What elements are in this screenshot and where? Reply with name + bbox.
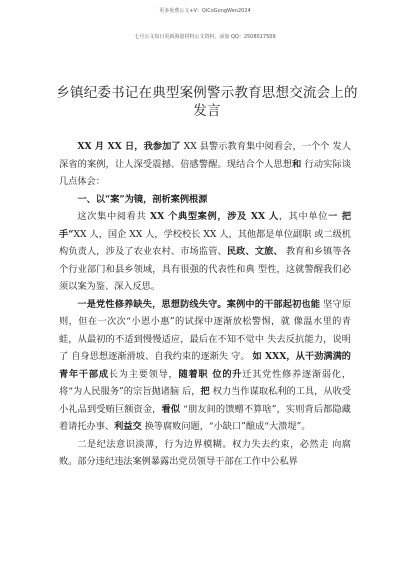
text-run: 一是党性修养缺失，思想防线失守。案例中的干部起初也能 — [77, 298, 321, 310]
text-run: 看似 — [161, 403, 181, 415]
text-run: 坚守原则，但在一次次“小恩小惠”的试探中逐渐放松警惕，就 像温水里的青蛙，从最初的不适到慢慢适应，最后在不知不觉中 失去反抗能力，说明了 自身思想逐渐滑坡、自我约束的逐渐失 守。 — [59, 298, 352, 362]
text-run: XX 个典型案例，涉及 XX 人 — [149, 211, 279, 222]
text-run: 民政、文旅、 — [226, 246, 283, 257]
text-run: XX 县警示教育集中阅看会，一个个 发人深省的案例，让人深受震撼、倍感警醒。现结合个人思想 — [59, 141, 352, 170]
text-run: XX 人，国企 XX 人，学校校长 XX 人，其他都是单位副职 或二级机构负责人，涉及了农业农村、市场监管、 — [59, 228, 351, 257]
text-run: 这次集中阅看共 — [77, 211, 150, 222]
text-run: 长为主要领导， — [108, 368, 179, 380]
text-run: 教育和乡镇等各个行业部门和县乡领域，具有很强的代表性和典 型性，这就警醒我们必须以案为鉴、深入反思。 — [59, 246, 352, 292]
text-run: 二是纪法意识淡薄，行为边界模糊。权力失去约束，必然走 向腐败。部分违纪违法案例暴露出党员领导干部在工作中公私界 — [59, 438, 351, 467]
text-run: 把 — [200, 386, 210, 397]
text-run: “朋友间的馈赠不算啥”，实则背后都隐藏着请托办事、 — [59, 403, 351, 432]
text-run: 行动实际谈几点体会： — [59, 158, 352, 187]
document-title: 乡镇纪委书记在典型案例警示教育思想交流会上的发言 — [56, 85, 358, 119]
body-paragraph — [59, 296, 351, 436]
text-run: 一、以“案”为镜，剖析案例根源 — [77, 193, 208, 205]
header-note: 七号公文每日更新海量材料公文资料，添加 QQ：2508017509 — [134, 34, 276, 40]
text-run: XX 月 XX 日，我参加了 — [77, 141, 181, 152]
watermark-text: 更多免费公文+V：QiCoGongWen2024 — [159, 8, 251, 14]
body-paragraph — [59, 436, 351, 471]
section-heading — [59, 191, 351, 209]
text-run: 迁其党性修养逐渐弱化，将“为人民服务”的宗旨抛诸脑 后， — [59, 368, 352, 397]
intro-paragraph — [59, 138, 351, 191]
text-run: 如 XXX，从干劲满满的青年干部成 — [59, 351, 351, 380]
text-run: 换等腐败问题，“小缺口”酿成“大溃堤”。 — [141, 421, 311, 432]
text-run: 一 把手“ — [59, 211, 352, 240]
text-run: 和 — [292, 158, 302, 170]
text-run: 随着职 位的升 — [178, 368, 243, 380]
body-paragraph — [59, 208, 351, 296]
text-run: 利益交 — [114, 421, 142, 432]
text-run: 权力当作谋取私利的工具，从收受小礼品到受贿巨额资金， — [59, 386, 352, 415]
text-run: ，其中单位 — [278, 211, 329, 222]
document-body — [59, 138, 351, 471]
